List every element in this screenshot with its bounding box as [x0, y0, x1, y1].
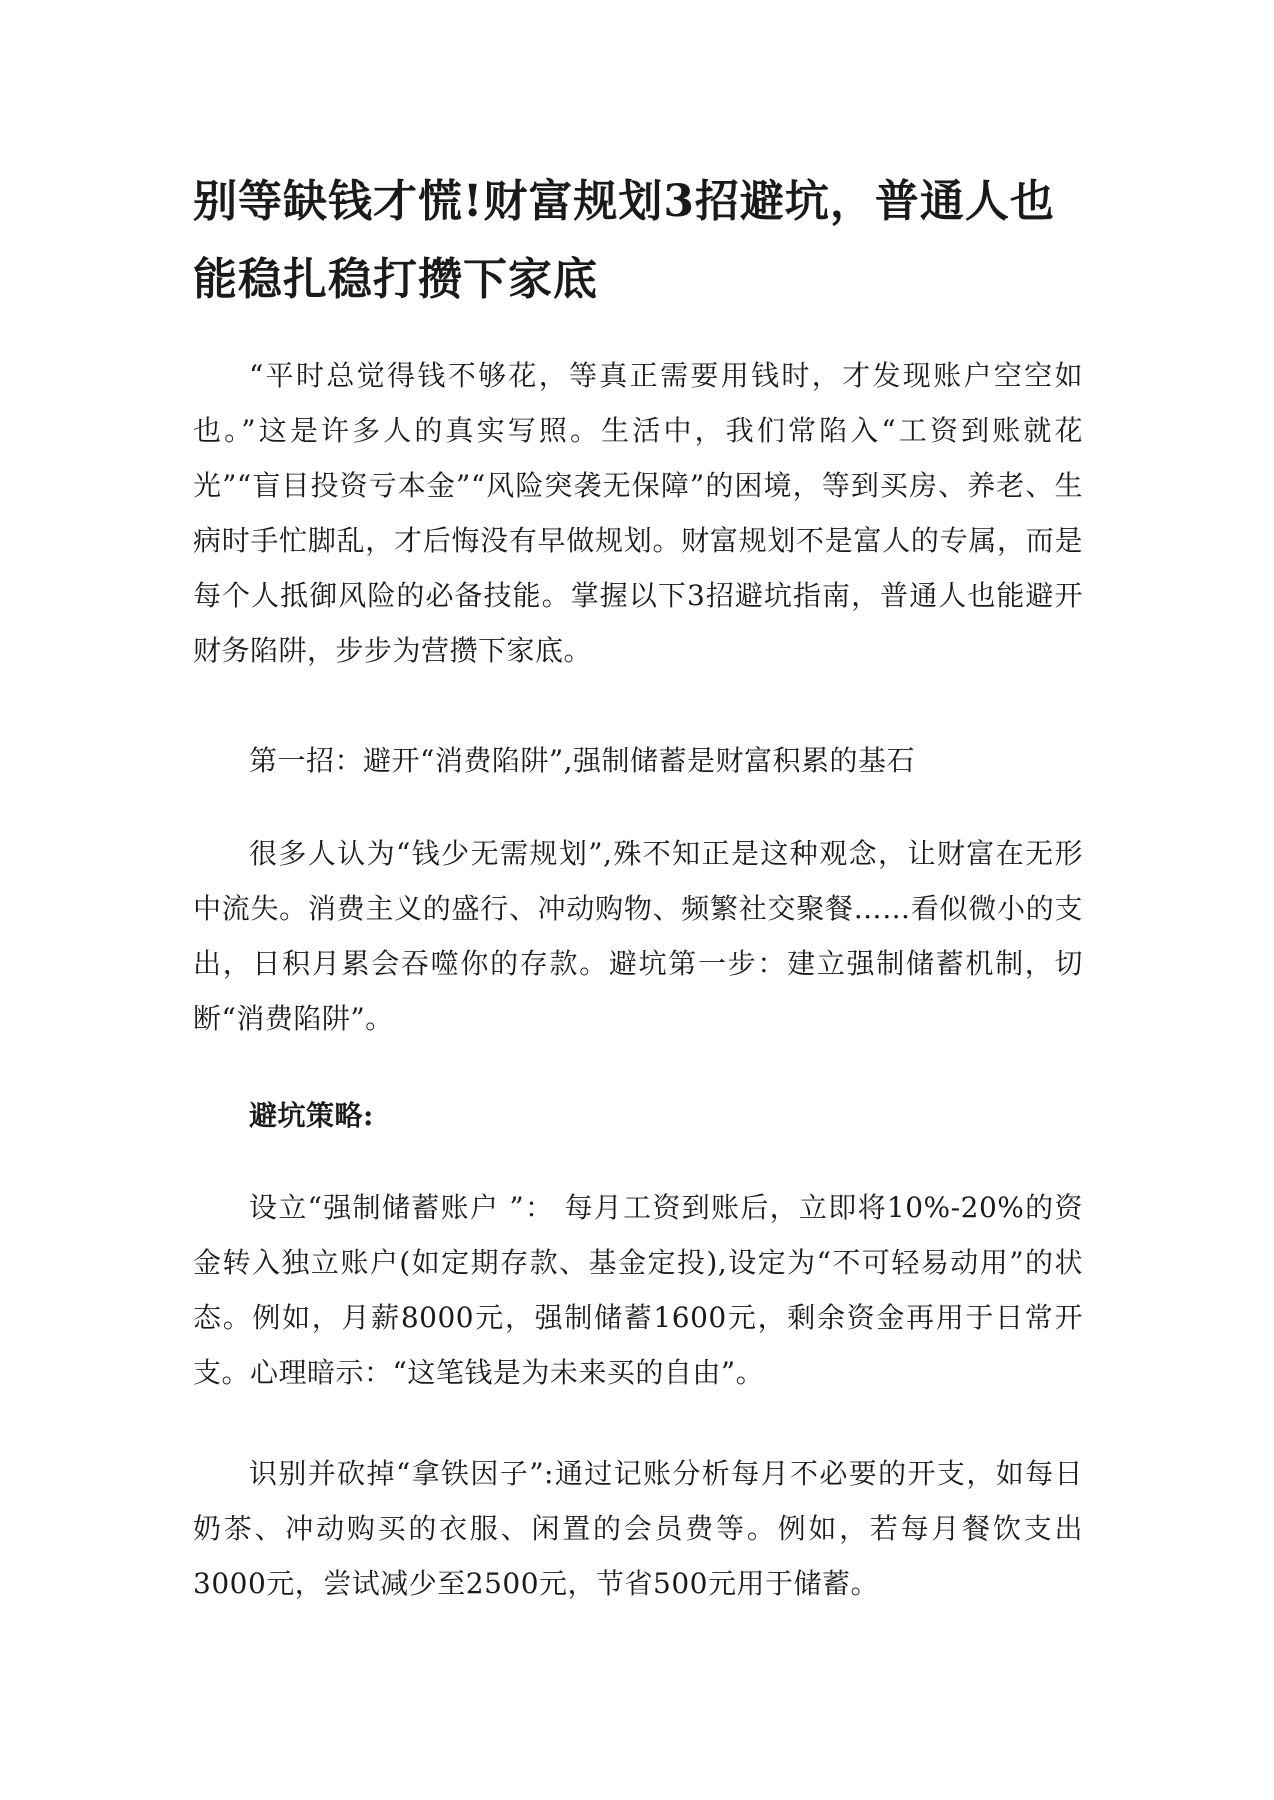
section-1-heading: 第一招：避开“消费陷阱”,强制储蓄是财富积累的基石 [249, 744, 916, 777]
section-1-body: 很多人认为“钱少无需规划”,殊不知正是这种观念，让财富在无形中流失。消费主义的盛行、冲动购物、频繁社交聚餐……看似微小的支出，日积月累会吞噬你的存款。避坑第一步：建立强制储蓄机制，切断“消费陷阱”。 [193, 837, 1083, 1035]
strategy-item-latte-factor: 识别并砍掉“拿铁因子”:通过记账分析每月不必要的开支，如每日奶茶、冲动购买的衣服、闲置的会员费等。例如，若每月餐饮支出3000元，尝试减少至2500元，节省500元用于储蓄。 [193, 1457, 1083, 1600]
strategy-item-forced-savings: 设立“强制储蓄账户 ”： 每月工资到账后，立即将10%-20%的资金转入独立账户(如定期存款、基金定投),设定为“不可轻易动用”的状态。例如，月薪8000元，强制储蓄1600元，剩余资金再用于日常开支。心理暗示：“这笔钱是为未来买的自由”。 [193, 1191, 1083, 1389]
document-title: 别等缺钱才慌!财富规划3招避坑，普通人也能稳扎稳打攒下家底 [193, 176, 1055, 305]
intro-paragraph: “平时总觉得钱不够花，等真正需要用钱时，才发现账户空空如也。”这是许多人的真实写照。生活中，我们常陷入“工资到账就花光”“盲目投资亏本金”“风险突袭无保障”的困境，等到买房、养老、生病时手忙脚乱，才后悔没有早做规划。财富规划不是富人的专属，而是每个人抵御风险的必备技能。掌握以下3招避坑指南，普通人也能避开财务陷阱，步步为营攒下家底。 [193, 359, 1083, 667]
strategy-label: 避坑策略: [249, 1099, 374, 1132]
